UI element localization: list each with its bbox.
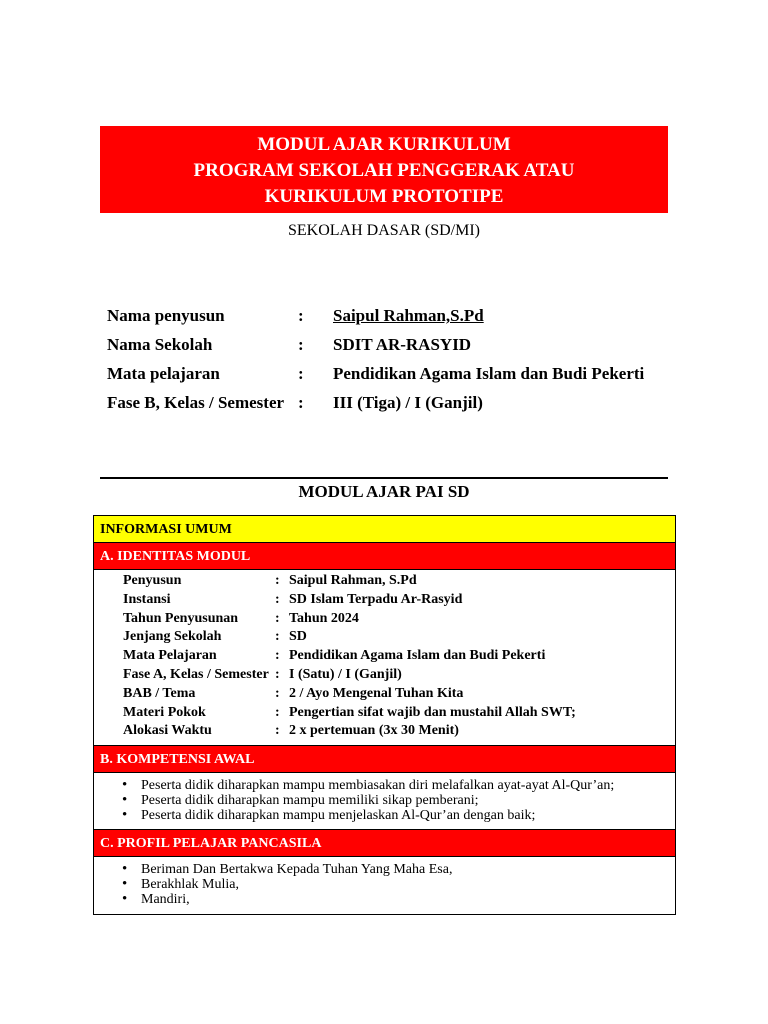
- profil-pelajar-body: [94, 857, 675, 914]
- info-colon: :: [298, 335, 304, 354]
- info-label: Nama Sekolah: [107, 335, 213, 354]
- identitas-value: Tahun 2024: [289, 610, 359, 626]
- list-item: • Mandiri,: [141, 892, 675, 907]
- informasi-umum-header: INFORMASI UMUM: [94, 516, 675, 543]
- banner-line-3: KURIKULUM PROTOTIPE: [264, 186, 504, 207]
- info-value: SDIT AR-RASYID: [333, 335, 472, 354]
- identitas-value: 2 / Ayo Mengenal Tuhan Kita: [289, 685, 464, 701]
- identitas-label: Mata Pelajaran: [123, 648, 217, 664]
- identitas-colon: :: [275, 723, 280, 739]
- list-item: • Berakhlak Mulia,: [141, 877, 675, 892]
- banner-line-2: PROGRAM SEKOLAH PENGGERAK ATAU: [193, 160, 575, 181]
- identitas-value: Pendidikan Agama Islam dan Budi Pekerti: [289, 648, 546, 664]
- identitas-row: [123, 592, 675, 611]
- list-item: • Peserta didik diharapkan mampu memiliki sikap pemberani;: [141, 793, 675, 808]
- identitas-modul-header: A. IDENTITAS MODUL: [94, 543, 675, 570]
- identitas-value: SD Islam Terpadu Ar-Rasyid: [289, 591, 463, 607]
- identitas-colon: :: [275, 629, 280, 645]
- info-value: III (Tiga) / I (Ganjil): [333, 393, 483, 412]
- identitas-row: [123, 723, 675, 742]
- list-item: • Peserta didik diharapkan mampu membiasakan diri melafalkan ayat-ayat Al-Qur’an;: [141, 778, 675, 793]
- horizontal-divider: [100, 477, 668, 479]
- profil-pelajar-header: C. PROFIL PELAJAR PANCASILA: [94, 830, 675, 857]
- info-row-fase: [107, 393, 687, 422]
- identitas-modul-body: [94, 570, 675, 746]
- identitas-label: Jenjang Sekolah: [123, 629, 222, 645]
- module-title: MODUL AJAR PAI SD: [298, 482, 470, 501]
- identitas-row: [123, 705, 675, 724]
- info-colon: :: [298, 364, 304, 383]
- identitas-label: Penyusun: [123, 573, 182, 588]
- banner-line-1: MODUL AJAR KURIKULUM: [257, 134, 511, 155]
- list-item: • Peserta didik diharapkan mampu menjelaskan Al-Qur’an dengan baik;: [141, 808, 675, 823]
- identitas-row: [123, 686, 675, 705]
- identitas-label: Alokasi Waktu: [123, 723, 212, 739]
- info-row-sekolah: [107, 335, 687, 364]
- identitas-value: I (Satu) / I (Ganjil): [289, 666, 402, 682]
- identitas-colon: :: [275, 573, 280, 588]
- identitas-value: SD: [289, 629, 307, 645]
- module-table: [93, 515, 676, 915]
- kompetensi-awal-body: [94, 773, 675, 830]
- identitas-row: [123, 611, 675, 630]
- info-row-mapel: [107, 364, 687, 393]
- info-value: Pendidikan Agama Islam dan Budi Pekerti: [333, 364, 645, 383]
- list-item: • Beriman Dan Bertakwa Kepada Tuhan Yang Maha Esa,: [141, 862, 675, 877]
- identitas-label: Fase A, Kelas / Semester: [123, 666, 269, 682]
- info-row-penyusun: [107, 306, 687, 335]
- kompetensi-awal-header: B. KOMPETENSI AWAL: [94, 746, 675, 773]
- info-label: Mata pelajaran: [107, 364, 220, 383]
- identitas-value: Saipul Rahman, S.Pd: [289, 573, 417, 588]
- identitas-label: Materi Pokok: [123, 704, 206, 720]
- info-colon: :: [298, 306, 304, 325]
- cover-info-table: [107, 306, 687, 422]
- identitas-row: [123, 667, 675, 686]
- profil-list: [94, 857, 675, 907]
- identitas-colon: :: [275, 666, 280, 682]
- info-colon: :: [298, 393, 304, 412]
- identitas-colon: :: [275, 704, 280, 720]
- identitas-label: Tahun Penyusunan: [123, 610, 239, 626]
- identitas-value: Pengertian sifat wajib dan mustahil Allah SWT;: [289, 704, 576, 720]
- title-banner: [100, 126, 668, 213]
- identitas-row: [123, 648, 675, 667]
- kompetensi-list: [94, 773, 675, 823]
- identitas-row: [123, 629, 675, 648]
- identitas-label: BAB / Tema: [123, 685, 196, 701]
- identitas-colon: :: [275, 591, 280, 607]
- identitas-label: Instansi: [123, 591, 171, 607]
- identitas-colon: :: [275, 610, 280, 626]
- info-label: Fase B, Kelas / Semester: [107, 393, 285, 412]
- identitas-colon: :: [275, 685, 280, 701]
- identitas-row: [123, 573, 675, 592]
- info-value: Saipul Rahman,S.Pd: [333, 306, 484, 325]
- school-level-subtitle: SEKOLAH DASAR (SD/MI): [287, 222, 480, 239]
- info-label: Nama penyusun: [107, 306, 225, 325]
- identitas-colon: :: [275, 648, 280, 664]
- identitas-value: 2 x pertemuan (3x 30 Menit): [289, 723, 459, 739]
